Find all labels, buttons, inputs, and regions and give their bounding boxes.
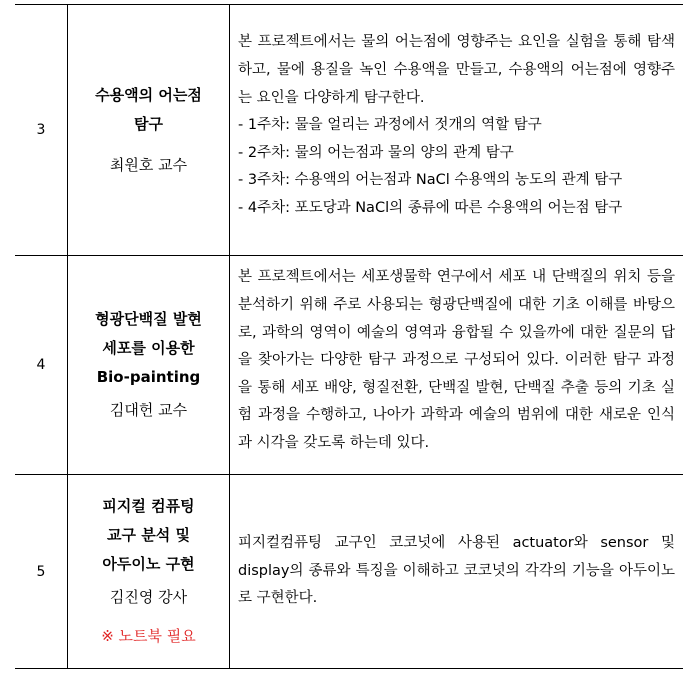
program-title-line: 탐구 (134, 114, 163, 133)
program-table (15, 4, 683, 669)
row-number: 4 (15, 256, 68, 475)
row-number: 5 (15, 475, 68, 669)
program-title-line: 피지컬 컴퓨팅 (102, 497, 195, 515)
week-item: - 1주차: 물을 얼리는 과정에서 젓개의 역할 탐구 (238, 117, 542, 134)
description-intro: 본 프로젝트에서는 세포생물학 연구에서 세포 내 단백질의 위치 등을 분석하기 위해 주로 사용되는 형광단백질에 대한 기초 이해를 바탕으로, 과학의 영역이 예술의 영역과 융합될 수 있을까에 대한 질문의 답을 찾아가는 다양한 탐구 과정으로 구성되어 있다. 이러한 탐구 과정을 통해 세포 배양, 형질전환, 단백질 발현, 단백질 추출 등의 기초 실험 과정을 수행하고, 나아가 과학과 예술의 범위에 대한 새로운 인식과 시각을 갖도록 하는데 있다. (238, 269, 675, 451)
description-intro: 피지컬컴퓨팅 교구인 코코넛에 사용된 actuator와 sensor 및 display의 종류와 특징을 이해하고 코코넛의 각각의 기능을 아두이노로 구현한다. (238, 535, 675, 607)
program-title-line: 형광단백질 발현 (95, 310, 202, 328)
title-cell (68, 475, 230, 669)
table-row (15, 5, 683, 256)
week-item: - 3주차: 수용액의 어는점과 NaCl 수용액의 농도의 관계 탐구 (238, 172, 623, 189)
row-number: 3 (15, 5, 68, 256)
program-title-line: 교구 분석 및 (107, 526, 190, 544)
program-title-line: 아두이노 구현 (102, 555, 195, 573)
table-row (15, 475, 683, 669)
laptop-required-note: ※ 노트북 필요 (101, 627, 196, 645)
description-cell (230, 475, 684, 669)
description-cell (230, 5, 684, 256)
instructor-name: 김대헌 교수 (109, 401, 188, 419)
title-cell (68, 256, 230, 475)
description-cell (230, 256, 684, 475)
program-title-line: Bio-painting (96, 368, 201, 386)
title-cell (68, 5, 230, 256)
instructor-name: 최원호 교수 (109, 155, 188, 174)
description-intro: 본 프로젝트에서는 물의 어는점에 영향주는 요인을 실험을 통해 탐색하고, 물에 용질을 녹인 수용액을 만들고, 수용액의 어는점에 영향주는 요인을 다양하게 탐구한다. (238, 34, 675, 106)
program-title-line: 수용액의 어는점 (95, 85, 202, 104)
week-item: - 2주차: 물의 어는점과 물의 양의 관계 탐구 (238, 144, 514, 161)
instructor-name: 김진영 강사 (109, 588, 188, 606)
week-item: - 4주차: 포도당과 NaCl의 종류에 따른 수용액의 어는점 탐구 (238, 199, 623, 216)
table-row (15, 256, 683, 475)
program-title-line: 세포를 이용한 (102, 339, 195, 357)
